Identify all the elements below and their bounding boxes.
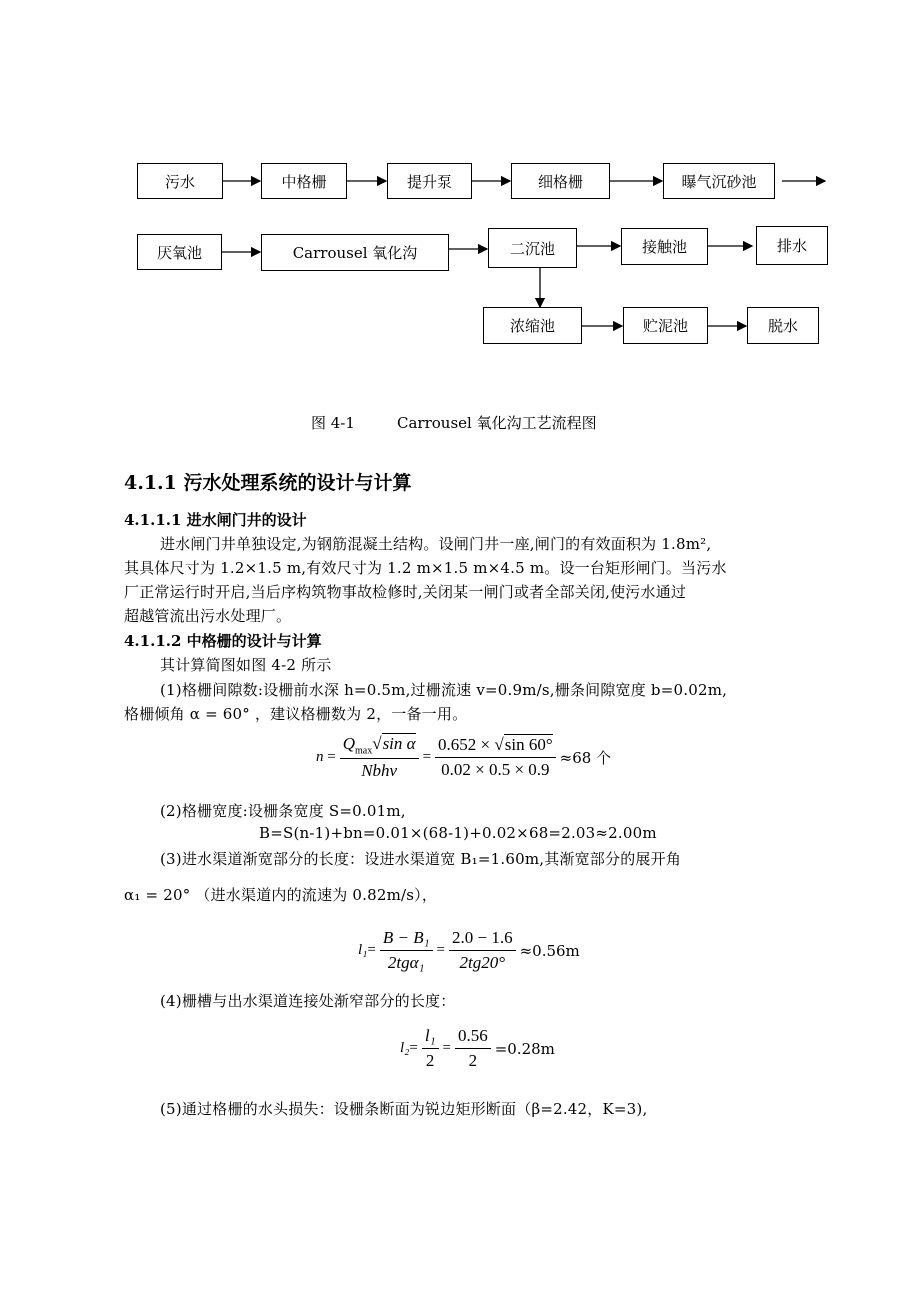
box-discharge: 排水: [756, 226, 828, 265]
paragraph-line: 进水闸门井单独设定,为钢筋混凝土结构。设闸门井一座,闸门的有效面积为 1.8m²,: [160, 535, 712, 553]
eq1-fraction-b: $\frac{0.652 \times √\sin 60^\circ}{0.02 \times 0.5 \times 0.9}$: [435, 735, 556, 780]
box-carrousel: Carrousel 氧化沟: [261, 234, 449, 271]
eq2-lhs: l₁: [358, 942, 368, 958]
box-contact-tank: 接触池: [621, 228, 708, 265]
eq2-fraction-a: $\frac{\text{B − B₁}}{\text{2tgα₁}}$: [380, 928, 433, 973]
item5-line1: (5)通过格栅的水头损失：设栅条断面为锐边矩形断面（β=2.42，K=3),: [160, 1100, 648, 1118]
equation-gap-count: n = $\frac{Q_{max}√\sin \alpha}{\text{Nbhv}}$ = $\frac{0.652 \times √\sin 60^\circ}{0.02 \times 0.5 \times 0.9}$ ≈68 个: [316, 734, 612, 781]
paragraph-line: 厂正常运行时开启,当后序构筑物事故检修时,关闭某一闸门或者全部关闭,使污水通过: [124, 583, 687, 601]
eq1-result: ≈68 个: [559, 749, 612, 768]
box-aerated-grit: 曝气沉砂池: [663, 163, 775, 199]
equation-narrowing-length: l₂ = $\frac{\text{l₁}}{2}$ = $\frac{0.56}{2}$ =0.28m: [400, 1026, 555, 1070]
eq1-lhs: n: [316, 749, 324, 766]
intro-text: 其计算简图如图 4-2 所示: [160, 656, 332, 674]
box-lift-pump: 提升泵: [387, 163, 472, 199]
box-anaerobic: 厌氧池: [137, 234, 222, 270]
item2-formula: B=S(n-1)+bn=0.01×(68-1)+0.02×68=2.03≈2.00m: [259, 824, 657, 842]
paragraph-line: 超越管流出污水处理厂。: [124, 607, 292, 625]
box-sewage: 污水: [137, 163, 223, 199]
eq3-fraction-a: $\frac{\text{l₁}}{2}$: [422, 1026, 439, 1071]
item1-line2: 格栅倾角 α = 60° ，建议格栅数为 2，一备一用。: [124, 705, 468, 723]
box-thickener: 浓缩池: [483, 307, 582, 344]
paragraph-line: 其具体尺寸为 1.2×1.5 m,有效尺寸为 1.2 m×1.5 m×4.5 m。设一台矩形闸门。当污水: [124, 559, 727, 577]
equation-widening-length: l₁ = $\frac{\text{B − B₁}}{\text{2tgα₁}}$ = $\frac{2.0 - 1.6}{2tg20^\circ}$ ≈0.56m: [358, 928, 580, 972]
item4-line1: (4)栅槽与出水渠道连接处渐窄部分的长度：: [160, 992, 456, 1010]
box-medium-screen: 中格栅: [261, 163, 347, 199]
section-title: 4.1.1 污水处理系统的设计与计算: [124, 472, 412, 494]
box-secondary-clarifier: 二沉池: [488, 228, 577, 268]
eq3-result: =0.28m: [494, 1039, 555, 1058]
eq3-lhs: l₂: [400, 1040, 410, 1056]
box-fine-screen: 细格栅: [511, 163, 610, 199]
item3-line2: α₁ = 20° （进水渠道内的流速为 0.82m/s），: [124, 886, 438, 904]
figure-caption-number: 图 4-1: [311, 414, 355, 432]
item3-line1: (3)进水渠道渐宽部分的长度：设进水渠道宽 B₁=1.60m,其渐宽部分的展开角: [160, 850, 682, 868]
item1-line1: (1)格栅间隙数:设栅前水深 h=0.5m,过栅流速 v=0.9m/s,栅条间隙宽度 b=0.02m,: [160, 681, 728, 699]
subsection-title-2: 4.1.1.2 中格栅的设计与计算: [124, 632, 322, 650]
figure-caption-text: Carrousel 氧化沟工艺流程图: [397, 414, 597, 432]
eq1-fraction-a: $\frac{Q_{max}√\sin \alpha}{\text{Nbhv}}$: [340, 734, 419, 781]
eq3-fraction-b: $\frac{0.56}{2}$: [455, 1026, 491, 1071]
box-dewatering: 脱水: [747, 307, 819, 344]
subsection-title-1: 4.1.1.1 进水闸门井的设计: [124, 511, 307, 529]
item2-line1: (2)格栅宽度:设栅条宽度 S=0.01m,: [160, 802, 406, 820]
eq2-fraction-b: $\frac{2.0 - 1.6}{2tg20^\circ}$: [449, 928, 516, 973]
eq2-result: ≈0.56m: [519, 941, 580, 960]
box-sludge-storage: 贮泥池: [623, 307, 708, 344]
